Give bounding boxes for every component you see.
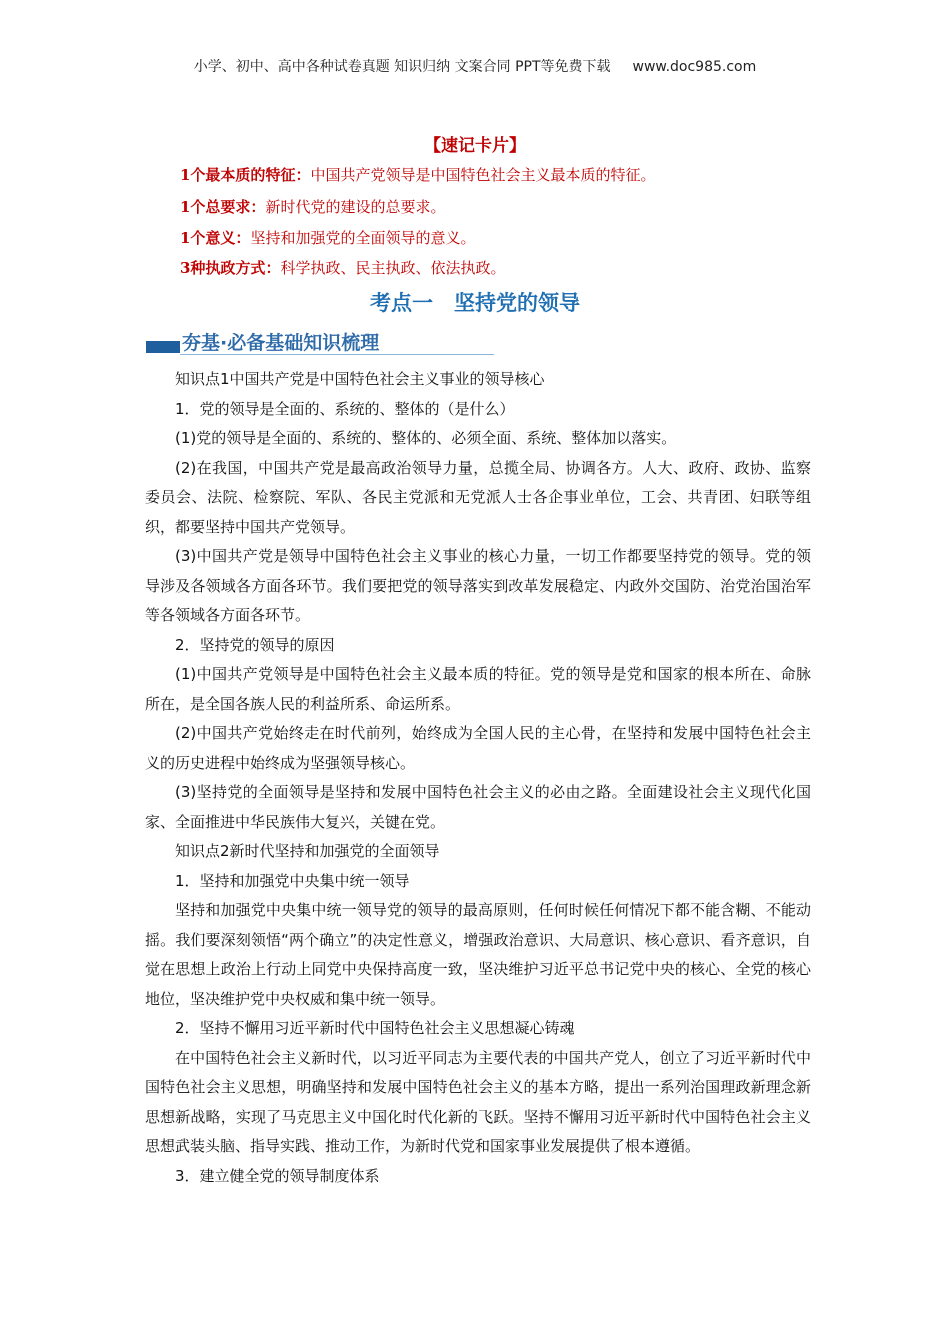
paragraph: (1)党的领导是全面的、系统的、整体的、必须全面、系统、整体加以落实。: [175, 429, 677, 447]
card-line: [180, 228, 475, 248]
main-content: [145, 365, 811, 1191]
banner-underline: [180, 354, 494, 355]
card-line-text: 中国共产党领导是中国特色社会主义最本质的特征。: [310, 166, 656, 184]
paragraph: (3)坚持党的全面领导是坚持和发展中国特色社会主义的必由之路。全面建设社会主义现代化国家、全面推进中华民族伟大复兴，关键在党。: [145, 783, 811, 831]
section-title: 考点一 坚持党的领导: [370, 291, 580, 315]
sub-heading: 2．坚持党的领导的原因: [175, 635, 335, 654]
section-banner: [146, 326, 494, 356]
sub-heading: 2．坚持不懈用习近平新时代中国特色社会主义思想凝心铸魂: [175, 1019, 575, 1037]
card-line-label: 1个最本质的特征：: [180, 166, 311, 184]
card-line-text: 新时代党的建设的总要求。: [265, 198, 446, 216]
header-site-link[interactable]: www.doc985.com: [632, 59, 757, 75]
card-line: [180, 165, 655, 185]
sub-heading: 1．坚持和加强党中央集中统一领导: [175, 871, 410, 890]
paragraph: (1)中国共产党领导是中国特色社会主义最本质的特征。党的领导是党和国家的根本所在、命脉所在，是全国各族人民的利益所系、命运所系。: [145, 665, 811, 713]
banner-text: 夯基·必备基础知识梳理: [182, 332, 380, 354]
sub-heading: 1．党的领导是全面的、系统的、整体的（是什么）: [175, 399, 515, 418]
paragraph: 坚持和加强党中央集中统一领导党的领导的最高原则，任何时候任何情况下都不能含糊、不能动摇。我们要深刻领悟“两个确立”的决定性意义，增强政治意识、大局意识、核心意识、看齐意识，自觉在思想上政治上行动上同党中央保持高度一致，坚决维护习近平总书记党中央的核心、全党的核心地位，坚决维护党中央权威和集中统一领导。: [145, 901, 811, 1008]
header-text: 小学、初中、高中各种试卷真题 知识归纳 文案合同 PPT等免费下载: [193, 59, 611, 75]
card-line-label: 1个总要求：: [180, 198, 266, 216]
card-line-label: 1个意义：: [180, 229, 251, 247]
sub-heading: 3．建立健全党的领导制度体系: [175, 1166, 380, 1185]
card-line: [180, 258, 505, 278]
card-line-label: 3种执政方式：: [180, 259, 281, 277]
card-line-text: 科学执政、民主执政、依法执政。: [280, 259, 506, 277]
card-line-text: 坚持和加强党的全面领导的意义。: [250, 229, 476, 247]
page-header: [0, 57, 950, 77]
card-line: [180, 197, 445, 217]
knowledge-point-heading: 知识点1中国共产党是中国特色社会主义事业的领导核心: [175, 370, 545, 388]
banner-bar: [146, 341, 180, 353]
paragraph: 在中国特色社会主义新时代，以习近平同志为主要代表的中国共产党人，创立了习近平新时代中国特色社会主义思想，明确坚持和发展中国特色社会主义的基本方略，提出一系列治国理政新理念新思想新战略，实现了马克思主义中国化时代化新的飞跃。坚持不懈用习近平新时代中国特色社会主义思想武装头脑、指导实践、推动工作，为新时代党和国家事业发展提供了根本遵循。: [145, 1048, 811, 1155]
paragraph: (2)在我国，中国共产党是最高政治领导力量，总揽全局、协调各方。人大、政府、政协、监察委员会、法院、检察院、军队、各民主党派和无党派人士各企事业单位，工会、共青团、妇联等组织，都要坚持中国共产党领导。: [145, 458, 811, 536]
card-title: 【速记卡片】: [424, 136, 526, 156]
paragraph: (3)中国共产党是领导中国特色社会主义事业的核心力量，一切工作都要坚持党的领导。党的领导涉及各领域各方面各环节。我们要把党的领导落实到改革发展稳定、内政外交国防、治党治国治军等各领域各方面各环节。: [145, 547, 811, 624]
knowledge-point-heading: 知识点2新时代坚持和加强党的全面领导: [175, 842, 440, 860]
paragraph: (2)中国共产党始终走在时代前列，始终成为全国人民的主心骨，在坚持和发展中国特色社会主义的历史进程中始终成为坚强领导核心。: [145, 724, 811, 772]
